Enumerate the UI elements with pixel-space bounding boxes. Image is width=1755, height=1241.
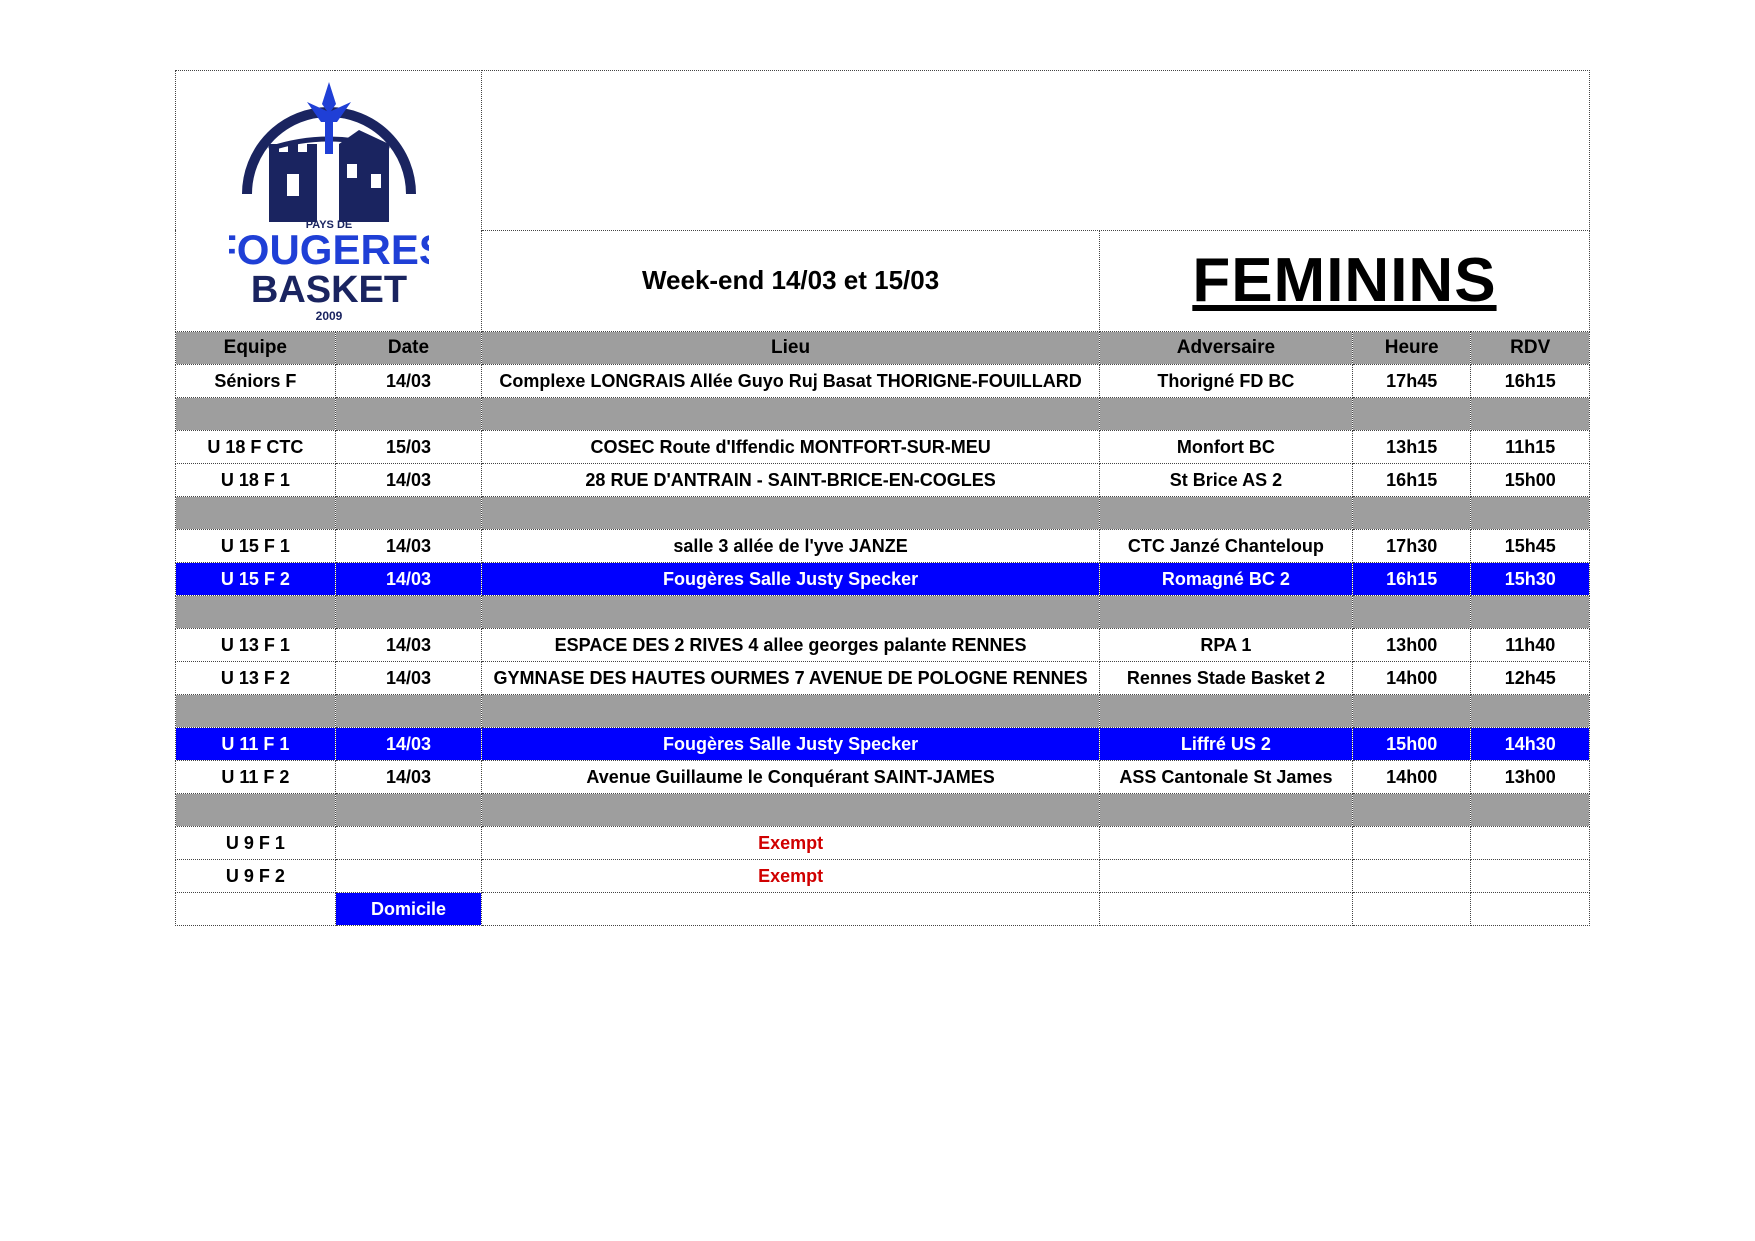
table-row [176, 431, 1590, 464]
table-row [176, 662, 1590, 695]
svg-text:BASKET: BASKET [250, 268, 407, 311]
cell-date: 14/03 [335, 563, 482, 596]
cell-adversaire: ASS Cantonale St James [1099, 761, 1352, 794]
cell-lieu: Complexe LONGRAIS Allée Guyo Ruj Basat THORIGNE-FOUILLARD [482, 365, 1100, 398]
cell-lieu: Fougères Salle Justy Specker [482, 563, 1100, 596]
svg-text:FOUGERES: OUGERE [236, 225, 419, 273]
separator-row [176, 695, 1590, 728]
cell-date: 14/03 [335, 530, 482, 563]
table-row [176, 827, 1590, 860]
cell-lieu-exempt: Exempt [482, 827, 1100, 860]
cell-lieu: ESPACE DES 2 RIVES 4 allee georges palante RENNES [482, 629, 1100, 662]
legend-row [176, 893, 1590, 926]
cell-rdv: 15h30 [1471, 563, 1590, 596]
cell-heure: 16h15 [1352, 563, 1471, 596]
separator-row [176, 794, 1590, 827]
cell-date: 14/03 [335, 728, 482, 761]
cell-rdv: 14h30 [1471, 728, 1590, 761]
cell-rdv: 15h45 [1471, 530, 1590, 563]
cell-rdv: 15h00 [1471, 464, 1590, 497]
cell-heure: 13h00 [1352, 629, 1471, 662]
separator-row [176, 497, 1590, 530]
cell-adversaire: CTC Janzé Chanteloup [1099, 530, 1352, 563]
cell-adversaire [1099, 860, 1352, 893]
cell-date: 14/03 [335, 662, 482, 695]
table-row [176, 464, 1590, 497]
separator-row [176, 596, 1590, 629]
cell-heure: 14h00 [1352, 761, 1471, 794]
cell-date: 14/03 [335, 629, 482, 662]
cell-lieu: Avenue Guillaume le Conquérant SAINT-JAMES [482, 761, 1100, 794]
cell-adversaire: Monfort BC [1099, 431, 1352, 464]
cell-lieu: salle 3 allée de l'yve JANZE [482, 530, 1100, 563]
table-row-home [176, 563, 1590, 596]
cell-adversaire: Liffré US 2 [1099, 728, 1352, 761]
cell-equipe: U 13 F 1 [176, 629, 336, 662]
svg-text:PAYS DE: PAYS DE [305, 218, 352, 231]
cell-equipe: U 9 F 2 [176, 860, 336, 893]
cell-heure: 16h15 [1352, 464, 1471, 497]
cell-equipe: U 18 F CTC [176, 431, 336, 464]
schedule-sheet [175, 70, 1590, 926]
cell-equipe: U 11 F 1 [176, 728, 336, 761]
cell-adversaire: RPA 1 [1099, 629, 1352, 662]
table-row [176, 860, 1590, 893]
schedule-table [175, 70, 1590, 926]
col-date: Date [335, 332, 482, 365]
cell-equipe: U 9 F 1 [176, 827, 336, 860]
col-heure: Heure [1352, 332, 1471, 365]
cell-equipe: Séniors F [176, 365, 336, 398]
cell-adversaire: St Brice AS 2 [1099, 464, 1352, 497]
cell-heure: 17h30 [1352, 530, 1471, 563]
cell-rdv: 11h40 [1471, 629, 1590, 662]
col-rdv: RDV [1471, 332, 1590, 365]
cell-equipe: U 15 F 2 [176, 563, 336, 596]
col-lieu: Lieu [482, 332, 1100, 365]
cell-rdv: 16h15 [1471, 365, 1590, 398]
cell-adversaire: Rennes Stade Basket 2 [1099, 662, 1352, 695]
cell-lieu: Fougères Salle Justy Specker [482, 728, 1100, 761]
cell-date: 14/03 [335, 464, 482, 497]
cell-heure: 17h45 [1352, 365, 1471, 398]
cell-equipe: U 18 F 1 [176, 464, 336, 497]
cell-heure: 13h15 [1352, 431, 1471, 464]
cell-date [335, 860, 482, 893]
cell-heure [1352, 860, 1471, 893]
title-blank-area [482, 71, 1590, 231]
cell-equipe: U 13 F 2 [176, 662, 336, 695]
basketball-logo-icon [229, 74, 429, 324]
separator-row [176, 398, 1590, 431]
cell-rdv [1471, 827, 1590, 860]
cell-heure: 14h00 [1352, 662, 1471, 695]
cell-lieu-exempt: Exempt [482, 860, 1100, 893]
table-header [176, 332, 1590, 365]
legend-domicile: Domicile [335, 893, 482, 926]
category-title: FEMININS [1099, 230, 1589, 331]
table-row [176, 761, 1590, 794]
table-row-home [176, 728, 1590, 761]
cell-equipe: U 15 F 1 [176, 530, 336, 563]
cell-lieu: 28 RUE D'ANTRAIN - SAINT-BRICE-EN-COGLES [482, 464, 1100, 497]
cell-rdv: 11h15 [1471, 431, 1590, 464]
cell-adversaire: Thorigné FD BC [1099, 365, 1352, 398]
cell-heure [1352, 827, 1471, 860]
col-equipe: Equipe [176, 332, 336, 365]
table-row [176, 365, 1590, 398]
cell-lieu: COSEC Route d'Iffendic MONTFORT-SUR-MEU [482, 431, 1100, 464]
cell-adversaire [1099, 827, 1352, 860]
svg-text:2009: 2009 [315, 308, 342, 323]
cell-date: 15/03 [335, 431, 482, 464]
cell-date [335, 827, 482, 860]
table-row [176, 629, 1590, 662]
cell-lieu: GYMNASE DES HAUTES OURMES 7 AVENUE DE POLOGNE RENNES [482, 662, 1100, 695]
cell-equipe: U 11 F 2 [176, 761, 336, 794]
cell-date: 14/03 [335, 365, 482, 398]
cell-rdv [1471, 860, 1590, 893]
club-logo [176, 71, 482, 332]
cell-heure: 15h00 [1352, 728, 1471, 761]
cell-rdv: 12h45 [1471, 662, 1590, 695]
table-row [176, 530, 1590, 563]
col-adversaire: Adversaire [1099, 332, 1352, 365]
weekend-title: Week-end 14/03 et 15/03 [482, 230, 1100, 331]
cell-rdv: 13h00 [1471, 761, 1590, 794]
cell-date: 14/03 [335, 761, 482, 794]
cell-adversaire: Romagné BC 2 [1099, 563, 1352, 596]
